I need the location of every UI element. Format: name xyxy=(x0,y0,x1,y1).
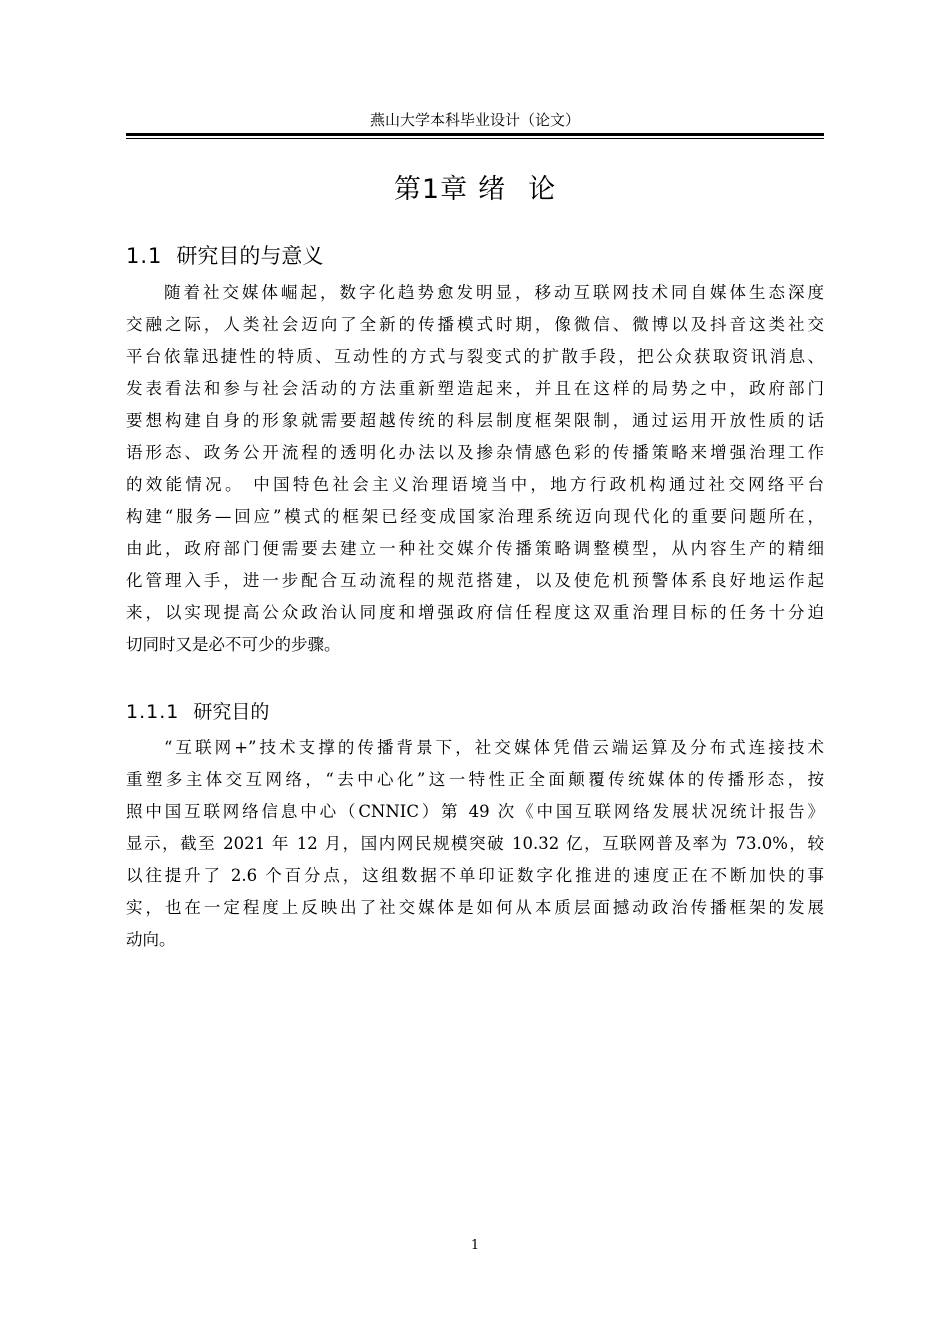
paragraph-2-line: 以往提升了 2.6 个百分点，这组数据不单印证数字化推进的速度正在不断加快的事 xyxy=(126,866,824,885)
paragraph-1-line: 化管理入手，进一步配合互动流程的规范搭建，以及使危机预警体系良好地运作起 xyxy=(126,571,824,590)
paragraph-1-line: 的效能情况。 中国特色社会主义治理语境当中，地方行政机构通过社交网络平台 xyxy=(126,475,824,494)
paragraph-1-line: 发表看法和参与社会活动的方法重新塑造起来，并且在这样的局势之中，政府部门 xyxy=(126,379,824,398)
paragraph-1 xyxy=(126,277,824,661)
chapter-number: 1 xyxy=(421,174,441,205)
subsection-heading xyxy=(126,697,269,727)
paragraph-1-line: 切同时又是必不可少的步骤。 xyxy=(126,635,341,654)
section-heading xyxy=(126,240,323,272)
header-rule-thick xyxy=(126,133,824,136)
paragraph-2-line: 实，也在一定程度上反映出了社交媒体是如何从本质层面撼动政治传播框架的发展 xyxy=(126,898,824,917)
paragraph-1-line: 随着社交媒体崛起，数字化趋势愈发明显，移动互联网技术同自媒体生态深度 xyxy=(164,283,824,302)
chapter-title-b: 论 xyxy=(528,174,557,205)
paragraph-2-line: 动向。 xyxy=(126,930,176,949)
paragraph-1-line: 要想构建自身的形象就需要超越传统的科层制度框架限制，通过运用开放性质的话 xyxy=(126,411,824,430)
paragraph-2-line: “互联网+”技术支撑的传播背景下，社交媒体凭借云端运算及分布式连接技术 xyxy=(164,738,824,757)
paragraph-1-line: 由此，政府部门便需要去建立一种社交媒介传播策略调整模型，从内容生产的精细 xyxy=(126,539,824,558)
paragraph-1-line: 平台依靠迅捷性的特质、互动性的方式与裂变式的扩散手段，把公众获取资讯消息、 xyxy=(126,347,824,366)
paragraph-2-line: 重塑多主体交互网络，“去中心化”这一特性正全面颠覆传统媒体的传播形态，按 xyxy=(126,770,824,789)
paragraph-2 xyxy=(126,732,824,956)
paragraph-1-line: 构建“服务—回应”模式的框架已经变成国家治理系统迈向现代化的重要问题所在， xyxy=(126,507,824,526)
paragraph-2-line: 照中国互联网络信息中心（CNNIC）第 49 次《中国互联网络发展状况统计报告》 xyxy=(126,802,824,821)
paragraph-2-line: 显示，截至 2021 年 12 月，国内网民规模突破 10.32 亿，互联网普及率为 73.0%，较 xyxy=(126,834,824,853)
page-number: 1 xyxy=(470,1238,480,1253)
running-header: 燕山大学本科毕业设计（论文） xyxy=(369,111,580,129)
chapter-label: 第 xyxy=(393,174,422,205)
subsection-number: 1.1.1 xyxy=(126,701,180,723)
section-title: 研究目的与意义 xyxy=(176,244,324,268)
chapter-title xyxy=(0,170,950,210)
paragraph-1-line: 来，以实现提高公众政治认同度和增强政府信任程度这双重治理目标的任务十分迫 xyxy=(126,603,824,622)
chapter-word: 章 xyxy=(440,174,469,205)
paragraph-1-line: 语形态、政务公开流程的透明化办法以及掺杂情感色彩的传播策略来增强治理工作 xyxy=(126,443,824,462)
paragraph-1-line: 交融之际，人类社会迈向了全新的传播模式时期，像微信、微博以及抖音这类社交 xyxy=(126,315,824,334)
section-number: 1.1 xyxy=(126,244,163,268)
chapter-title-a: 绪 xyxy=(478,174,507,205)
subsection-title: 研究目的 xyxy=(193,701,270,723)
header-rule-thin xyxy=(126,138,824,139)
